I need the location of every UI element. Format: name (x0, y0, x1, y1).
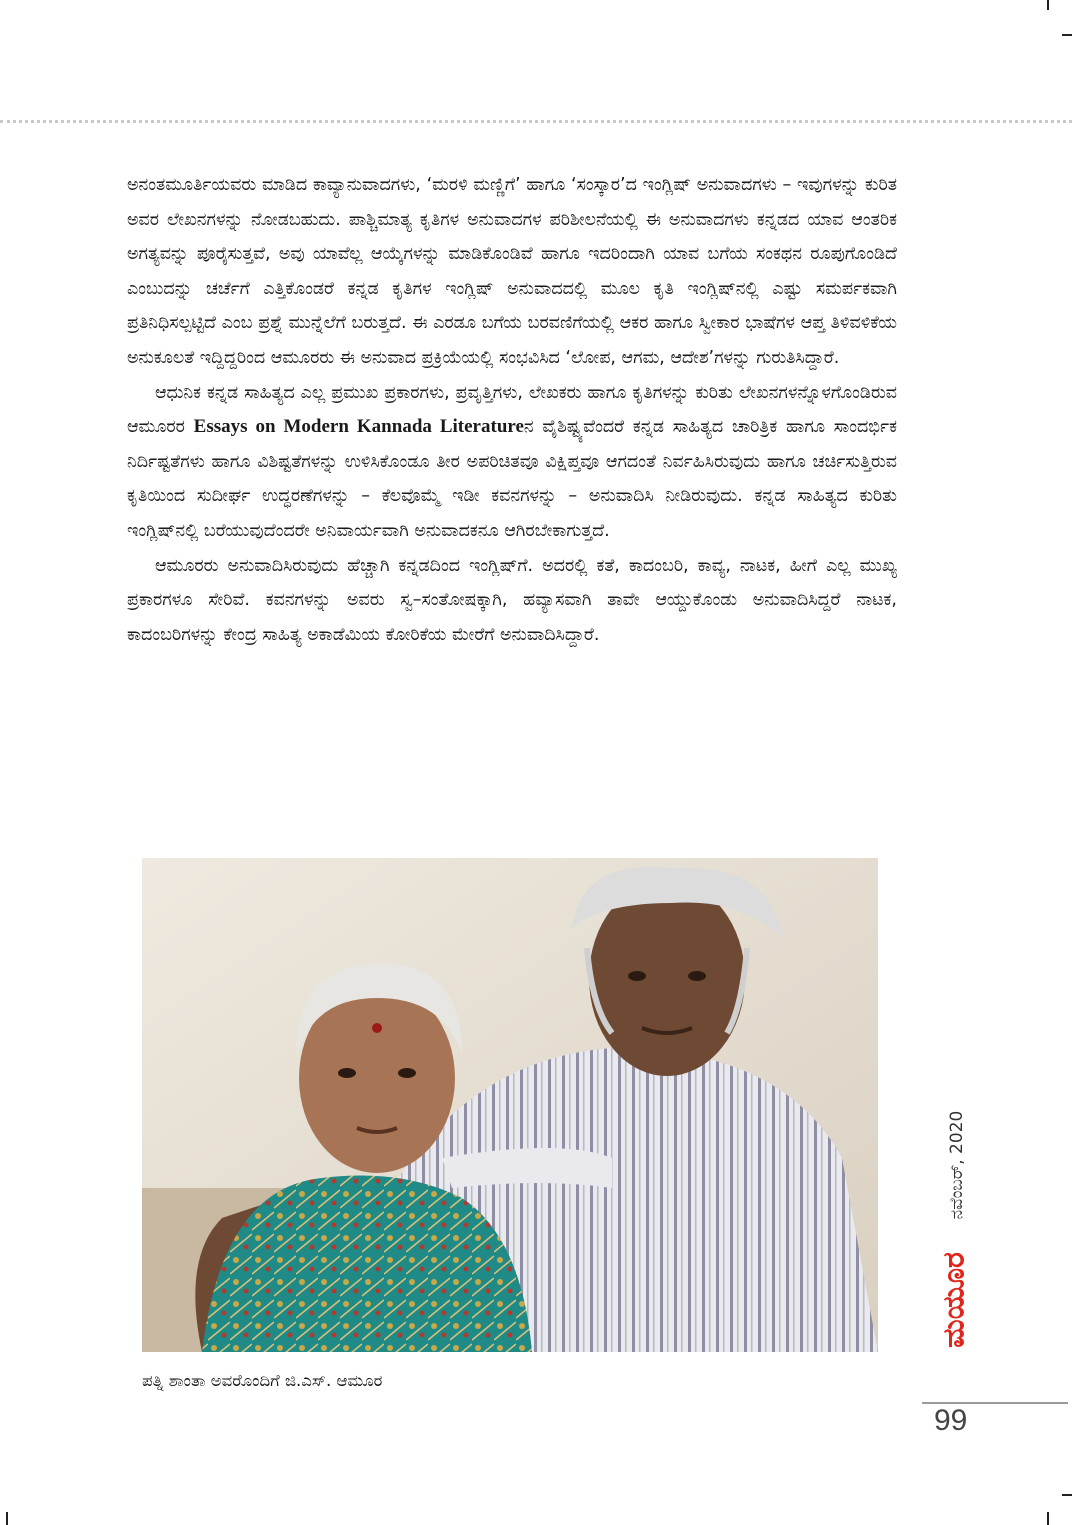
couple-photo (142, 858, 878, 1352)
paragraph-text: ಅನಂತಮೂರ್ತಿಯವರು ಮಾಡಿದ ಕಾವ್ಯಾನುವಾದಗಳು, ‘ಮರಳಿ ಮಣ್ಣಿಗೆ’ ಹಾಗೂ ‘ಸಂಸ್ಕಾರ’ದ ಇಂಗ್ಲಿಷ್ ಅನುವಾದಗಳು – ಇವುಗಳನ್ನು ಕುರಿತ ಅವರ ಲೇಖನಗಳನ್ನು ನೋಡಬಹುದು. ಪಾಶ್ಚಿಮಾತ್ಯ ಕೃತಿಗಳ ಅನುವಾದಗಳ ಪರಿಶೀಲನೆಯಲ್ಲಿ ಈ ಅನುವಾದಗಳು ಕನ್ನಡದ ಯಾವ ಆಂತರಿಕ ಅಗತ್ಯವನ್ನು ಪೂರೈಸುತ್ತವೆ, ಅವು ಯಾವೆಲ್ಲ ಆಯ್ಕೆಗಳನ್ನು ಮಾಡಿಕೊಂಡಿವೆ ಹಾಗೂ ಇದರಿಂದಾಗಿ ಯಾವ ಬಗೆಯ ಸಂಕಥನ ರೂಪುಗೊಂಡಿದೆ ಎಂಬುದನ್ನು ಚರ್ಚೆಗೆ ಎತ್ತಿಕೊಂಡರೆ ಕನ್ನಡ ಕೃತಿಗಳ ಇಂಗ್ಲಿಷ್ ಅನುವಾದದಲ್ಲಿ ಮೂಲ ಕೃತಿ ಇಂಗ್ಲಿಷ್‌ನಲ್ಲಿ ಎಷ್ಟು ಸಮರ್ಪಕವಾಗಿ ಪ್ರತಿನಿಧಿಸಲ್ಪಟ್ಟಿದೆ ಎಂಬ ಪ್ರಶ್ನೆ ಮುನ್ನೆಲೆಗೆ ಬರುತ್ತದೆ. ಈ ಎರಡೂ ಬಗೆಯ ಬರವಣಿಗೆಯಲ್ಲಿ ಆಕರ ಹಾಗೂ ಸ್ವೀಕಾರ ಭಾಷೆಗಳ ಆಪ್ತ ತಿಳಿವಳಿಕೆಯ ಅನುಕೂಲತೆ ಇದ್ದಿದ್ದರಿಂದ ಆಮೂರರು ಈ ಅನುವಾದ ಪ್ರಕ್ರಿಯೆಯಲ್ಲಿ ಸಂಭವಿಸಿದ ‘ಲೋಪ, ಆಗಮ, ಆದೇಶ’ಗಳನ್ನು ಗುರುತಿಸಿದ್ದಾರೆ. (127, 175, 897, 368)
couple-photo-illustration (142, 858, 878, 1352)
page-number: 99 (934, 1404, 968, 1437)
photo-caption: ಪತ್ನಿ ಶಾಂತಾ ಅವರೊಂದಿಗೆ ಜಿ.ಎಸ್. ಆಮೂರ (142, 1371, 383, 1390)
dotted-header-rule (0, 120, 1072, 123)
paragraph-3 (127, 549, 897, 653)
article-body (127, 168, 897, 652)
crop-mark-bottom-right-side (1062, 1494, 1072, 1496)
crop-mark-top-right (1047, 0, 1049, 10)
crop-mark-top-right-side (1062, 34, 1072, 36)
crop-mark-bottom-left (6, 1512, 8, 1525)
paragraph-2 (127, 376, 897, 549)
crop-mark-bottom-right (1047, 1512, 1049, 1525)
paragraph-1 (127, 168, 897, 376)
magazine-logo-text: ಮಯೂರ (936, 1252, 972, 1348)
paragraph-text: ಆಮೂರರು ಅನುವಾದಿಸಿರುವುದು ಹೆಚ್ಚಾಗಿ ಕನ್ನಡದಿಂದ ಇಂಗ್ಲಿಷ್‌ಗೆ. ಅದರಲ್ಲಿ ಕತೆ, ಕಾದಂಬರಿ, ಕಾವ್ಯ, ನಾಟಕ, ಹೀಗೆ ಎಲ್ಲ ಮುಖ್ಯ ಪ್ರಕಾರಗಳೂ ಸೇರಿವೆ. ಕವನಗಳನ್ನು ಅವರು ಸ್ವ–ಸಂತೋಷಕ್ಕಾಗಿ, ಹವ್ಯಾಸವಾಗಿ ತಾವೇ ಆಯ್ದುಕೊಂಡು ಅನುವಾದಿಸಿದ್ದರೆ ನಾಟಕ, ಕಾದಂಬರಿಗಳನ್ನು ಕೇಂದ್ರ ಸಾಹಿತ್ಯ ಅಕಾಡೆಮಿಯ ಕೋರಿಕೆಯ ಮೇರೆಗೆ ಅನುವಾದಿಸಿದ್ದಾರೆ. (127, 555, 897, 645)
paragraph-text: ನ ವೈಶಿಷ್ಟ್ಯವೆಂದರೆ ಕನ್ನಡ ಸಾಹಿತ್ಯದ ಚಾರಿತ್ರಿಕ ಹಾಗೂ ಸಾಂದರ್ಭಿಕ ನಿರ್ದಿಷ್ಟತೆಗಳು ಹಾಗೂ ವಿಶಿಷ್ಟತೆಗಳನ್ನು ಉಳಿಸಿಕೊಂಡೂ ತೀರ ಅಪರಿಚಿತವೂ ವಿಕ್ಷಿಪ್ತವೂ ಆಗದಂತೆ ನಿರ್ವಹಿಸಿರುವುದು ಹಾಗೂ ಚರ್ಚಿಸುತ್ತಿರುವ ಕೃತಿಯಿಂದ ಸುದೀರ್ಘ ಉದ್ಧರಣೆಗಳನ್ನು – ಕೆಲವೊಮ್ಮೆ ಇಡೀ ಕವನಗಳನ್ನು – ಅನುವಾದಿಸಿ ನೀಡಿರುವುದು. ಕನ್ನಡ ಸಾಹಿತ್ಯದ ಕುರಿತು ಇಂಗ್ಲಿಷ್‌ನಲ್ಲಿ ಬರೆಯುವುದೆಂದರೇ ಅನಿವಾರ್ಯವಾಗಿ ಅನುವಾದಕನೂ ಆಗಿರಬೇಕಾಗುತ್ತದೆ. (127, 417, 897, 541)
book-title: Essays on Modern Kannada Literature (193, 416, 524, 438)
issue-date-text: ನವೆಂಬರ್, 2020 (947, 1110, 967, 1220)
paragraph-text: ಆಧುನಿಕ ಕನ್ನಡ ಸಾಹಿತ್ಯದ ಎಲ್ಲ ಪ್ರಮುಖ ಪ್ರಕಾರಗಳು, ಪ್ರವೃತ್ತಿಗಳು, ಲೇಖಕರು ಹಾಗೂ ಕೃತಿಗಳನ್ನು ಕುರಿತು ಲೇಖನಗಳನ್ನೊಳಗೊಂಡಿರುವ ಆಮೂರರ (127, 382, 897, 438)
magazine-logo (937, 1240, 971, 1360)
issue-date (947, 1090, 967, 1240)
